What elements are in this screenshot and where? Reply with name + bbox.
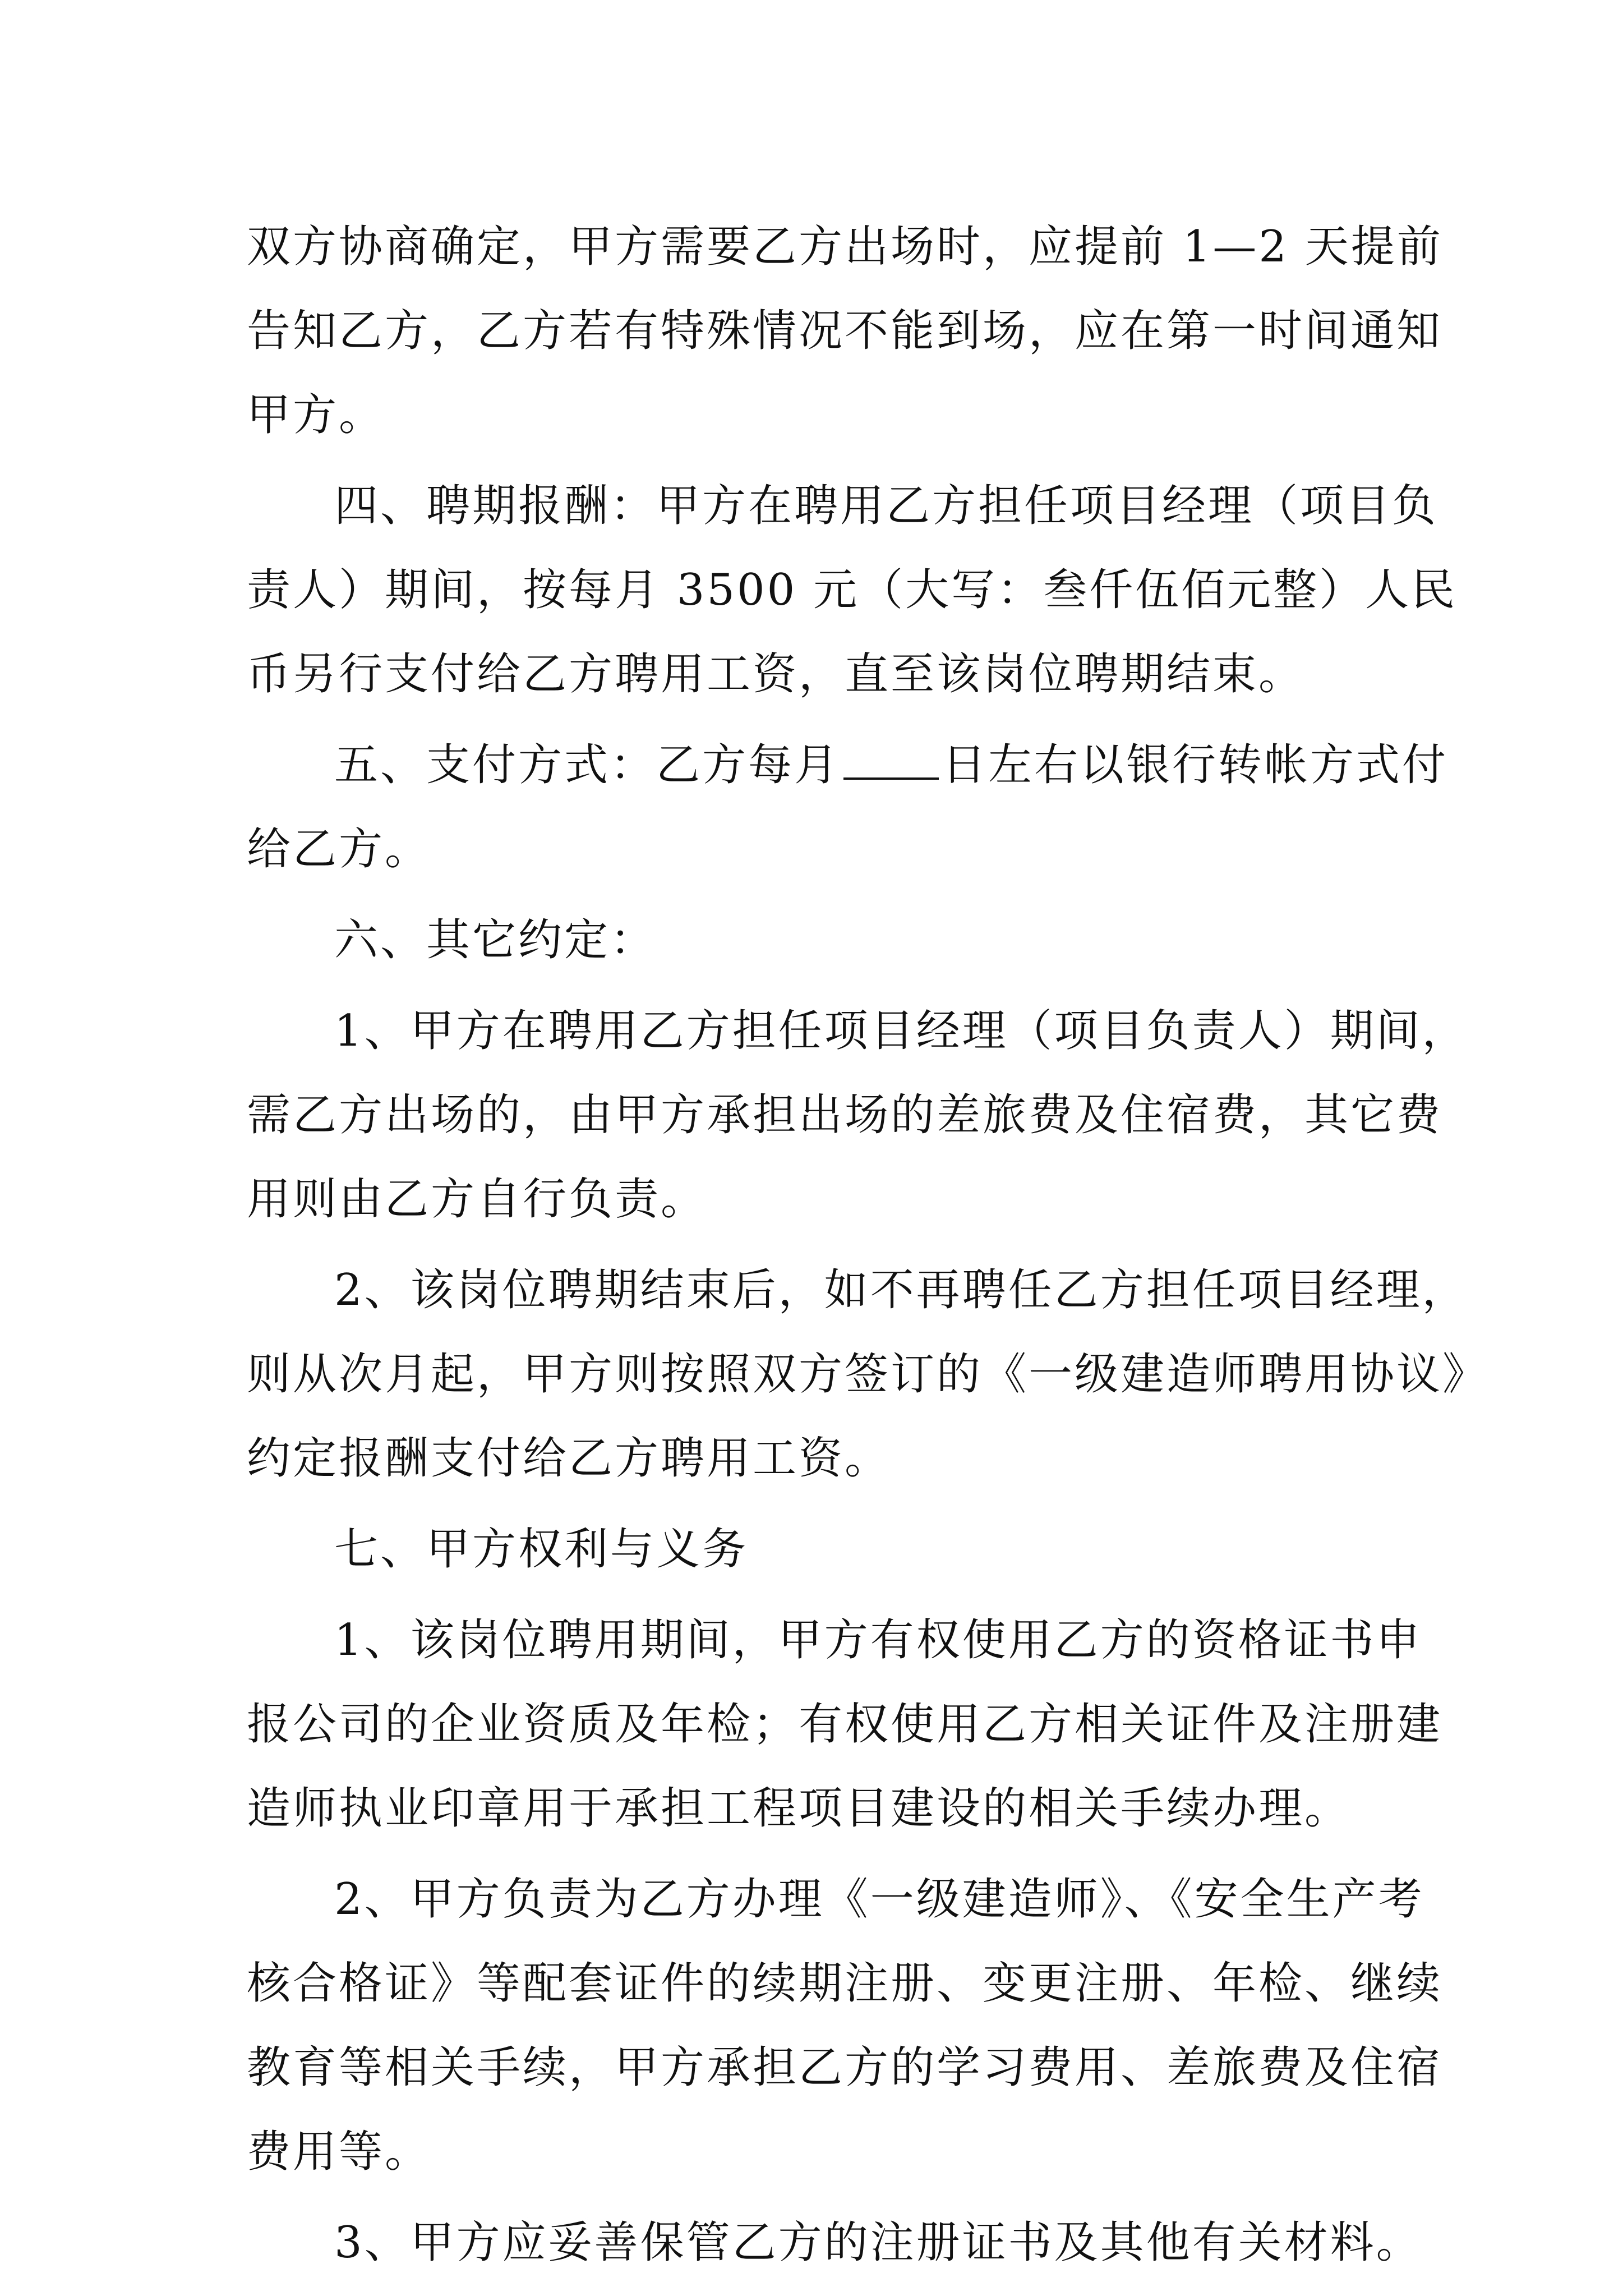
paragraph-rights-2 [247,1857,1443,2194]
text-line [247,723,1449,807]
section-heading-other [247,898,1391,982]
text-line: 约定报酬支付给乙方聘用工资。 [247,1433,891,1484]
paragraph-rights-1 [247,1598,1443,1851]
text-line: 1、该岗位聘用期间，甲方有权使用乙方的资格证书申 [334,1615,1422,1665]
text-line: 告知乙方，乙方若有特殊情况不能到场，应在第一时间通知 [247,306,1443,356]
section-heading: 六、其它约定： [334,915,657,965]
paragraph-payment-method [247,723,1449,891]
text-line: 1、甲方在聘用乙方担任项目经理（项目负责人）期间， [334,1006,1468,1056]
text-line: 核合格证》等配套证件的续期注册、变更注册、年检、继续 [247,1958,1443,2009]
document-body [247,205,1489,2285]
text-line: 责人）期间，按每月 3500 元（大写：叁仟伍佰元整）人民 [247,565,1458,615]
text-line: 四、聘期报酬：甲方在聘用乙方担任项目经理（项目负 [334,481,1438,531]
text-line: 则从次月起，甲方则按照双方签订的《一级建造师聘用协议》 [247,1349,1489,1400]
paragraph-rights-3 [247,2201,1422,2285]
fill-in-blank [843,740,939,780]
paragraph-compensation [247,464,1458,716]
text-line: 教育等相关手续，甲方承担乙方的学习费用、差旅费及住宿 [247,2042,1443,2093]
text-line: 甲方。 [247,390,385,440]
text-line: 需乙方出场的，由甲方承担出场的差旅费及住宿费，其它费 [247,1090,1443,1140]
paragraph-continued [247,205,1443,457]
section-heading: 七、甲方权利与义务 [334,1524,749,1575]
text-segment: 五、支付方式：乙方每月 [334,740,841,790]
paragraph-other-2 [247,1248,1489,1501]
text-line: 报公司的企业资质及年检；有权使用乙方相关证件及注册建 [247,1699,1443,1750]
section-heading-rights [247,1507,1391,1591]
text-line: 用则由乙方自行负责。 [247,1174,707,1225]
text-segment: 日左右以银行转帐方式付 [942,740,1449,790]
text-line: 造师执业印章用于承担工程项目建设的相关手续办理。 [247,1783,1351,1834]
text-line: 双方协商确定，甲方需要乙方出场时，应提前 1—2 天提前 [247,222,1443,272]
paragraph-other-1 [247,989,1468,1241]
text-line: 2、该岗位聘期结束后，如不再聘任乙方担任项目经理， [334,1265,1468,1315]
text-line: 币另行支付给乙方聘用工资，直至该岗位聘期结束。 [247,649,1305,700]
text-line: 3、甲方应妥善保管乙方的注册证书及其他有关材料。 [334,2217,1422,2268]
text-line: 费用等。 [247,2127,431,2177]
text-line: 2、甲方负责为乙方办理《一级建造师》、《安全生产考 [334,1874,1424,1925]
text-line: 给乙方。 [247,824,431,875]
